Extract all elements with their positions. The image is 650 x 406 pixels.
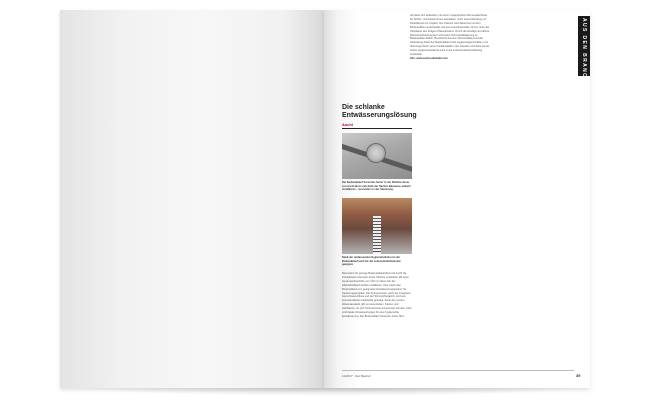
section-tab — [578, 16, 590, 93]
right-page — [324, 10, 590, 388]
left-page — [60, 10, 324, 388]
photo-caption-2: Dank der umfassenden Hygienefunktion ist der Bodenablauf auch für die Lebensmittelindustrie geeignet. — [342, 256, 401, 267]
round-drain — [366, 143, 386, 163]
top-column-text: der lässt sich außerdem mit einem magnetischen Rinnenabschluss für Schlitz- und Kastenrinnen ausstatten. Auch eine Anbindung mit Klebeflansch ist möglich. Der Flansch wird dabei fest mit dem Bodenaufbau verschweißt und eine Anschlussmaße 10 mm unter der Oberkante des fertigen Fliesenbodens. Durch die bündige und dichte Flanschverbindung kann sich keine Schmutzablagerung im Bodenaufbau bilden. Bestehend aus dem Rinnenablauf und der Abdeckung bietet der Bodenablauf hohe Hygieneeigenschaften und überzeugt durch seine Funktionalität in der Industrie und dank seines hohen Hygienestandards auch in der Lebensmittelverarbeitung einsetzbar. — [410, 14, 490, 57]
hallway-drain-photo — [342, 198, 412, 254]
page-number: 39 — [576, 373, 581, 378]
footer-text: 11/2017 · Der Bauhof — [342, 374, 371, 378]
footer-rule — [342, 370, 574, 371]
drain-channel — [373, 216, 381, 254]
article-subtitle: Aschl — [342, 122, 353, 127]
title-rule — [342, 128, 412, 129]
body-column: Besonders für geringe Bodenaufbauhöhen hat Aschl die Produktserie Sorentok Junior Slimline entwickelt. Mit einer Gesamteinbauhöhe von 120 mm lässt sich der Edelstahlablauf einfach installieren. Das macht den Bodenablauf zum geeigneten Entwässerungspartner für Sanierungsprojekte. Alle Komponenten, auch der integrierte Geruchsverschluss und der Schmutzfangkorb, sind aus korrosionsfestem Edelstahl gefertigt. Dank des runden Wasserauslaufs gibt es keine Ecken, Kanten und Hohlräume, an sich Schmutzreste ansammeln könnten. Dies sind ideale Voraussetzungen für eine hygienische Entwässerung. Der Bodenablauf Sorentok Junior Slim- — [342, 272, 412, 318]
top-column — [410, 14, 490, 61]
photo-caption-1: Der Bodenablauf Sorentok Junior in der Slimline-Serie von Aschl lässt sich dank der flachen Bauweise einfach installieren – besonders in der Sanierung. — [342, 181, 411, 192]
contact-line: Info: www.aschl-edelstahl.com — [410, 56, 448, 60]
article-title: Die schlanke Entwässerungslösung — [342, 104, 417, 119]
section-tab-label: AUS DEN BRANCHEN — [581, 18, 587, 93]
floor-drain-photo — [342, 133, 412, 179]
